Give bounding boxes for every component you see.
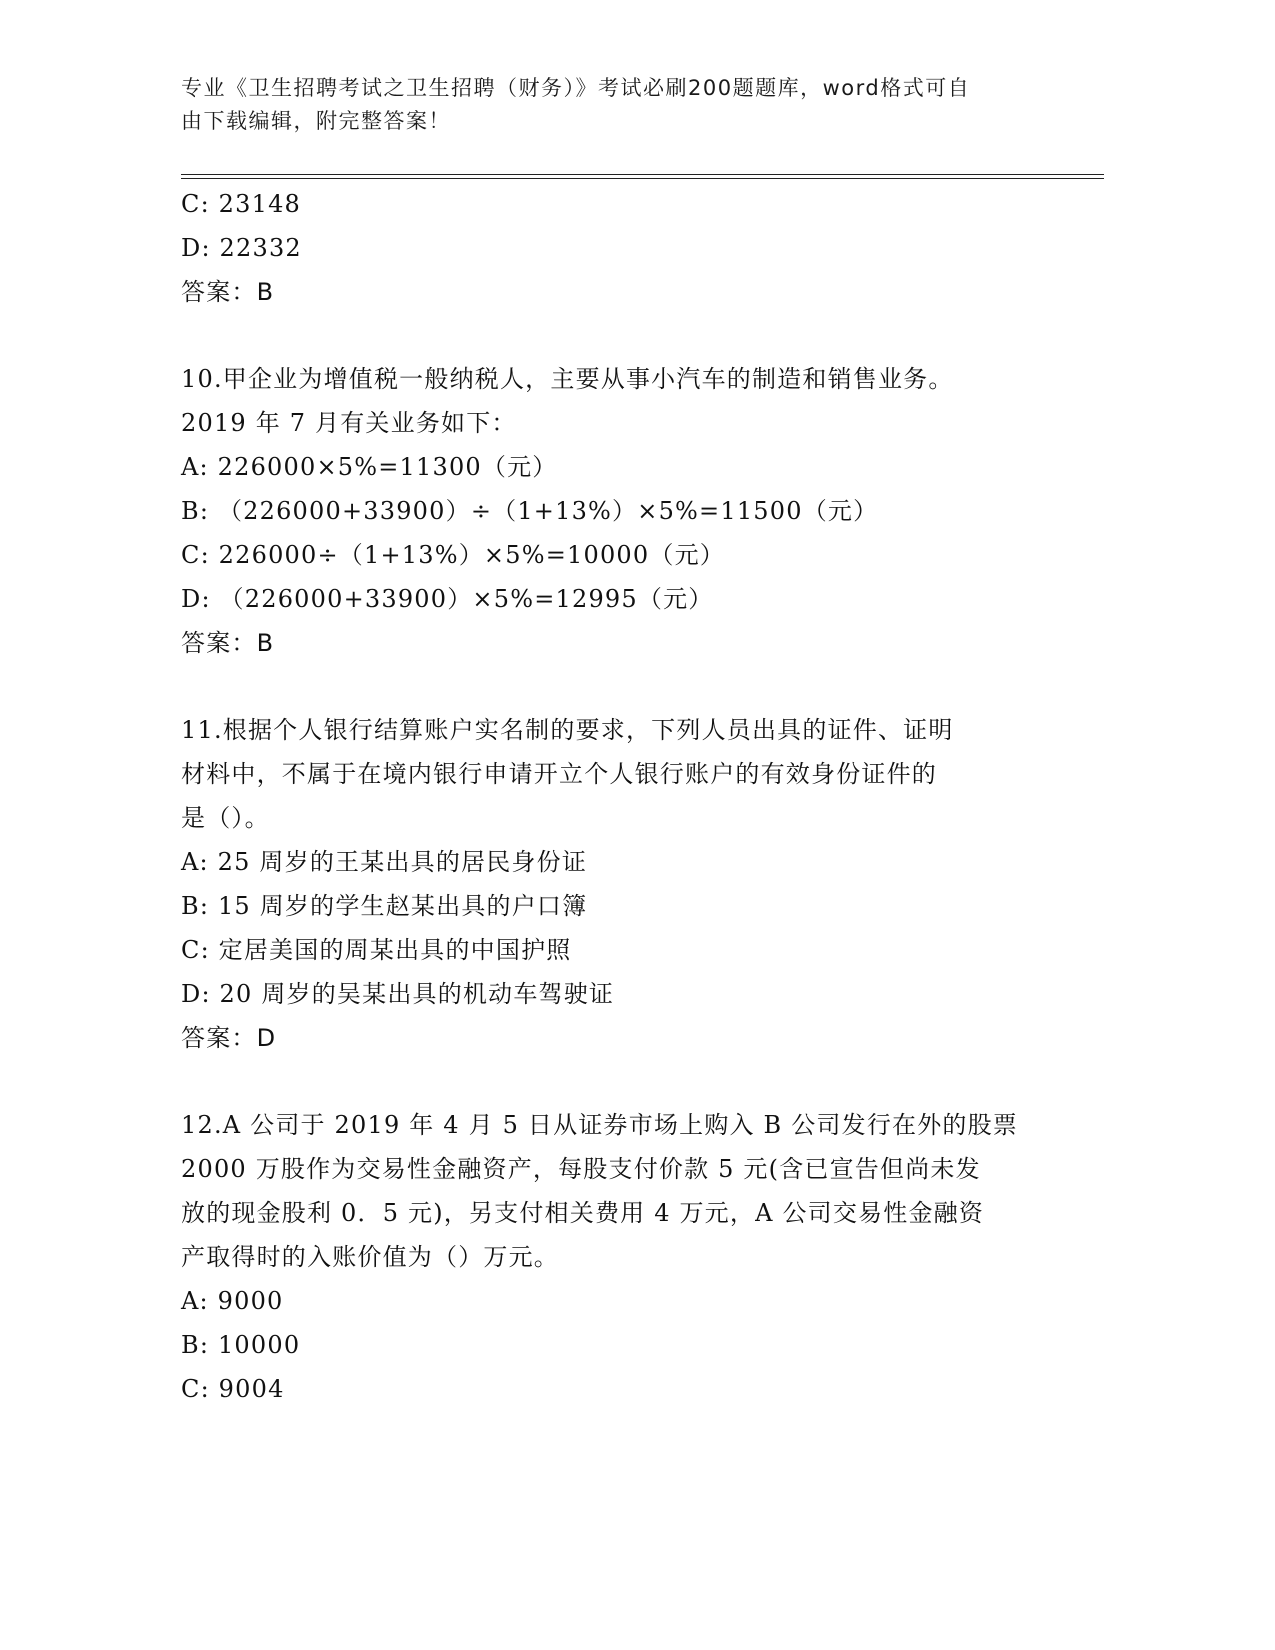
q12-option-c: C: 9004 bbox=[181, 1375, 285, 1403]
header-line-2: 由下载编辑，附完整答案！ bbox=[181, 109, 451, 133]
q10-option-c: C: 226000÷（1+13%）×5%=10000（元） bbox=[181, 541, 725, 569]
q11-option-d: D: 20 周岁的吴某出具的机动车驾驶证 bbox=[181, 980, 615, 1008]
document-body bbox=[181, 182, 1041, 1411]
q12-option-a: A: 9000 bbox=[181, 1287, 284, 1315]
q10-stem-line-1: 10.甲企业为增值税一般纳税人，主要从事小汽车的制造和销售业务。 bbox=[181, 365, 954, 393]
question-11 bbox=[181, 708, 1041, 1060]
q12-option-b: B: 10000 bbox=[181, 1331, 301, 1359]
q11-stem-line-3: 是（）。 bbox=[181, 804, 270, 832]
q11-option-a: A: 25 周岁的王某出具的居民身份证 bbox=[181, 848, 588, 876]
question-9-tail bbox=[181, 182, 1041, 314]
q12-stem-line-1: 12.A 公司于 2019 年 4 月 5 日从证券市场上购入 B 公司发行在外的股票 bbox=[181, 1111, 1019, 1139]
q9-answer: 答案：B bbox=[181, 278, 275, 306]
q11-option-c: C: 定居美国的周某出具的中国护照 bbox=[181, 936, 572, 964]
q10-option-a: A: 226000×5%=11300（元） bbox=[181, 453, 558, 481]
q10-option-d: D: （226000+33900）×5%=12995（元） bbox=[181, 585, 714, 613]
q12-stem-line-4: 产取得时的入账价值为（）万元。 bbox=[181, 1243, 559, 1271]
q11-stem-line-2: 材料中，不属于在境内银行申请开立个人银行账户的有效身份证件的 bbox=[181, 760, 937, 788]
spacer bbox=[181, 665, 1041, 708]
header-rule bbox=[181, 174, 1104, 179]
q9-option-d: D: 22332 bbox=[181, 234, 302, 262]
spacer bbox=[181, 314, 1041, 357]
q10-option-b: B: （226000+33900）÷（1+13%）×5%=11500（元） bbox=[181, 497, 879, 525]
question-10 bbox=[181, 357, 1041, 665]
q11-answer: 答案：D bbox=[181, 1024, 277, 1052]
question-12 bbox=[181, 1103, 1041, 1411]
spacer bbox=[181, 1060, 1041, 1103]
page-header bbox=[181, 72, 1041, 138]
q11-stem-line-1: 11.根据个人银行结算账户实名制的要求，下列人员出具的证件、证明 bbox=[181, 716, 954, 744]
q12-stem-line-3: 放的现金股利 0．5 元)，另支付相关费用 4 万元，A 公司交易性金融资 bbox=[181, 1199, 985, 1227]
q9-option-c: C: 23148 bbox=[181, 190, 302, 218]
q10-answer: 答案：B bbox=[181, 629, 275, 657]
header-line-1: 专业《卫生招聘考试之卫生招聘（财务）》考试必刷200题题库，word格式可自 bbox=[181, 76, 971, 100]
q10-stem-line-2: 2019 年 7 月有关业务如下： bbox=[181, 409, 517, 437]
q11-option-b: B: 15 周岁的学生赵某出具的户口簿 bbox=[181, 892, 588, 920]
q12-stem-line-2: 2000 万股作为交易性金融资产，每股支付价款 5 元(含已宣告但尚未发 bbox=[181, 1155, 981, 1183]
